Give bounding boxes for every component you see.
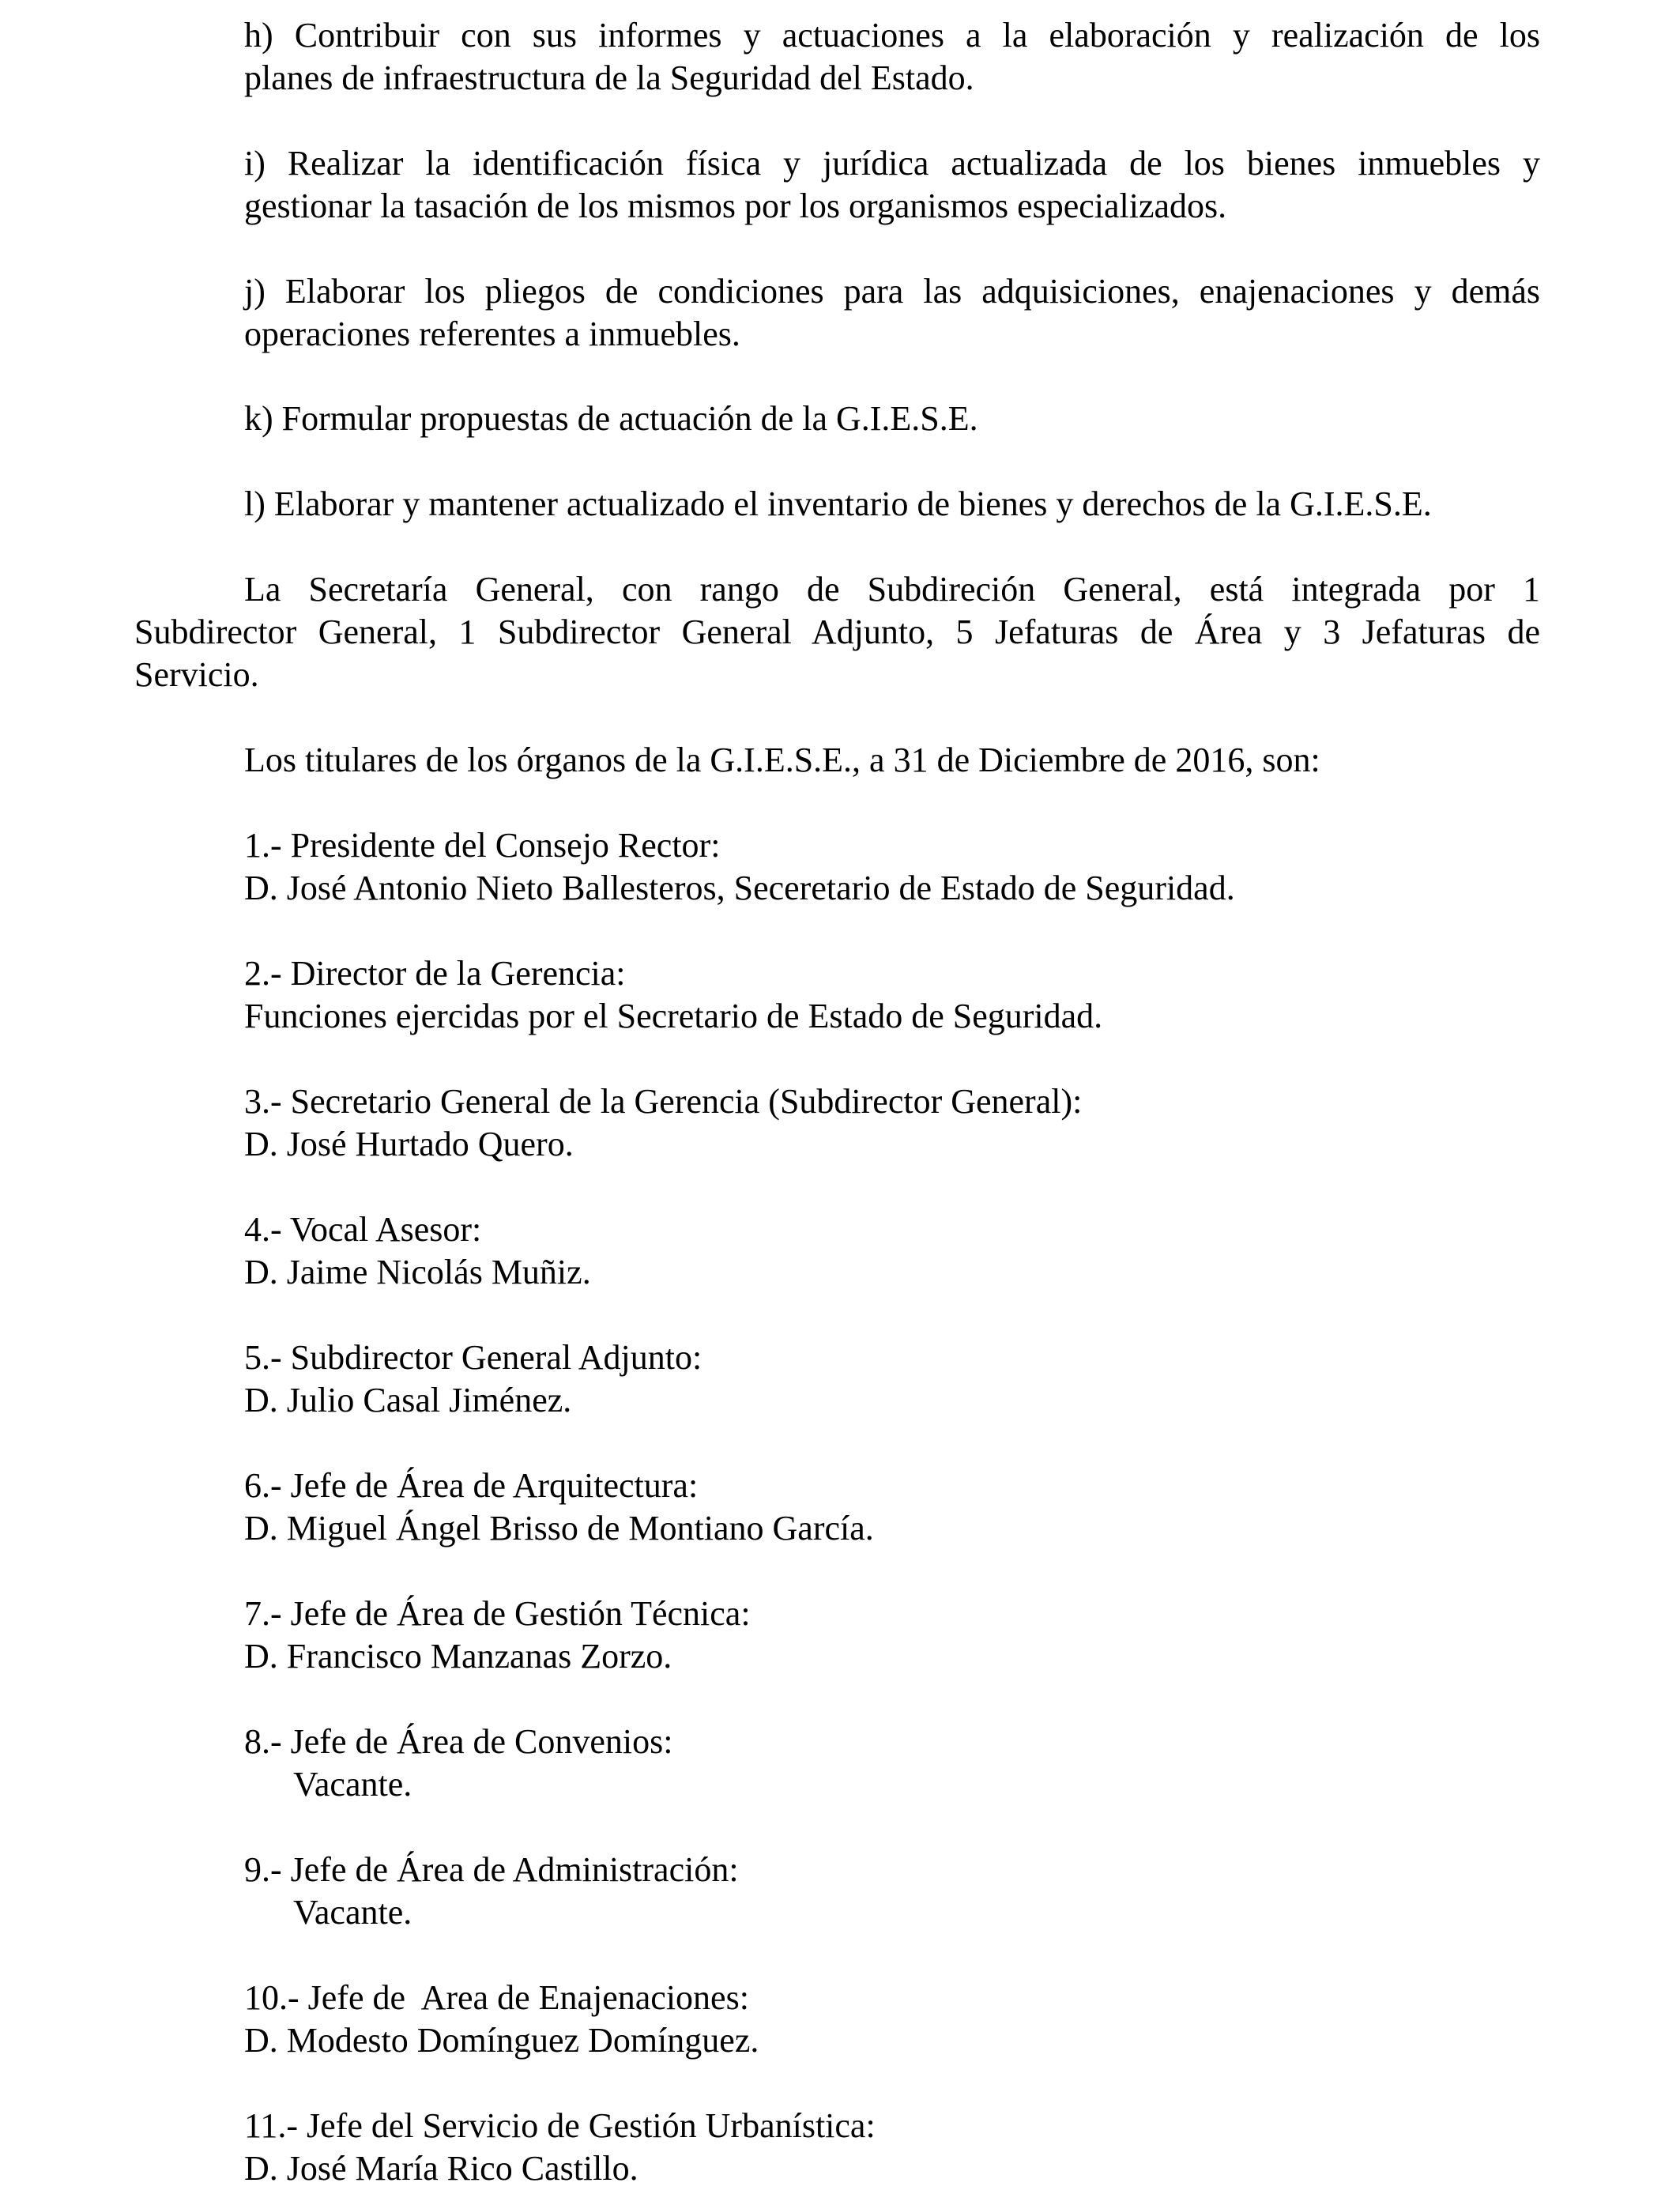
official-name: D. José Antonio Nieto Ballesteros, Seceretario de Estado de Seguridad. [244,869,1235,907]
official-role: 1.- Presidente del Consejo Rector: [244,826,721,865]
official-entry-6 [244,1465,1540,1550]
paragraph-h-line-1: h) Contribuir con sus informes y actuaciones a la elaboración y realización de los [244,16,1540,55]
paragraph-h-line-2: planes de infraestructura de la Seguridad del Estado. [244,58,974,97]
official-role: 10.- Jefe de Area de Enajenaciones: [244,1978,749,2017]
paragraph-l-text: l) Elaborar y mantener actualizado el inventario de bienes y derechos de la G.I.E.S.E. [244,484,1432,523]
paragraph-i-line-1: i) Realizar la identificación física y jurídica actualizada de los bienes inmuebles y [244,144,1540,183]
official-name: D. Miguel Ángel Brisso de Montiano García. [244,1509,874,1547]
paragraph-l [244,483,1540,526]
official-entry-4 [244,1208,1540,1294]
official-entry-10 [244,1977,1540,2062]
official-name: D. José Hurtado Quero. [244,1125,574,1163]
official-entry-9 [244,1849,1540,1934]
paragraph-k-text: k) Formular propuestas de actuación de la G.I.E.S.E. [244,399,978,438]
paragraph-h [244,14,1540,100]
official-name: Funciones ejercidas por el Secretario de Estado de Seguridad. [244,997,1103,1035]
paragraph-secretaria-line-3: Servicio. [134,655,259,694]
official-name: Vacante. [293,1893,412,1932]
official-name: D. Jaime Nicolás Muñiz. [244,1253,591,1291]
official-role: 7.- Jefe de Área de Gestión Técnica: [244,1594,751,1633]
paragraph-i-line-2: gestionar la tasación de los mismos por los organismos especializados. [244,187,1227,225]
paragraph-secretaria-line-2: Subdirector General, 1 Subdirector General Adjunto, 5 Jefaturas de Área y 3 Jefaturas de [134,613,1540,651]
paragraph-secretaria-line-1: La Secretaría General, con rango de Subdireción General, está integrada por 1 [244,570,1540,609]
official-role: 9.- Jefe de Área de Administración: [244,1850,739,1889]
paragraph-i [244,142,1540,228]
official-entry-11 [244,2105,1540,2190]
paragraph-j-line-1: j) Elaborar los pliegos de condiciones para las adquisiciones, enajenaciones y demás [244,272,1540,311]
paragraph-j-line-2: operaciones referentes a inmuebles. [244,315,740,353]
paragraph-titulares-intro [244,739,1540,782]
titulares-intro-text: Los titulares de los órganos de la G.I.E.S.E., a 31 de Diciembre de 2016, son: [244,741,1320,779]
paragraph-j [244,270,1540,356]
official-entry-5 [244,1336,1540,1422]
official-name: D. Julio Casal Jiménez. [244,1381,572,1419]
official-role: 4.- Vocal Asesor: [244,1210,482,1249]
official-role: 6.- Jefe de Área de Arquitectura: [244,1466,699,1505]
official-entry-7 [244,1593,1540,1678]
official-name: Vacante. [293,1765,412,1804]
official-entry-3 [244,1080,1540,1166]
official-role: 8.- Jefe de Área de Convenios: [244,1722,673,1761]
official-name: D. Francisco Manzanas Zorzo. [244,1637,672,1676]
official-entry-2 [244,952,1540,1038]
paragraph-k [244,398,1540,440]
paragraph-secretaria [134,568,1540,696]
official-role: 3.- Secretario General de la Gerencia (Subdirector General): [244,1082,1083,1121]
official-name: D. Modesto Domínguez Domínguez. [244,2021,759,2060]
official-entry-8 [244,1721,1540,1806]
official-role: 5.- Subdirector General Adjunto: [244,1338,703,1377]
official-role: 11.- Jefe del Servicio de Gestión Urbanística: [244,2106,876,2145]
official-role: 2.- Director de la Gerencia: [244,954,626,993]
official-entry-1 [244,824,1540,910]
official-name: D. José María Rico Castillo. [244,2149,638,2188]
